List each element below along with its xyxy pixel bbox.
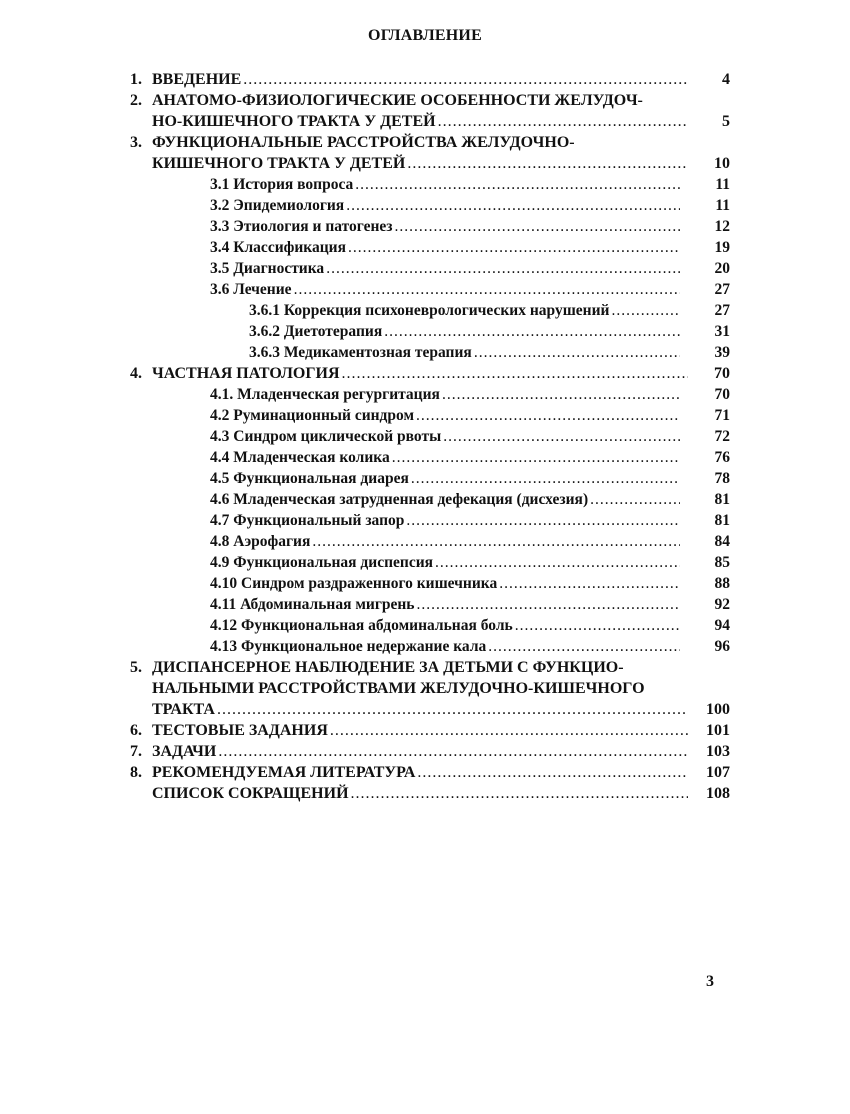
dot-leader — [217, 699, 688, 720]
toc-entry-number: 6. — [130, 722, 142, 739]
toc-entry — [130, 783, 730, 804]
toc-entry-line — [210, 384, 680, 405]
toc-entry — [130, 573, 730, 594]
toc-entry — [130, 636, 730, 657]
toc-entry-line — [210, 531, 680, 552]
toc-entry-line — [210, 636, 680, 657]
toc-entry-page: 70 — [714, 365, 730, 382]
toc-entry-page: 94 — [714, 617, 730, 634]
dot-leader — [474, 342, 680, 363]
toc-entry-line — [152, 363, 688, 384]
toc-entry-text — [210, 258, 680, 279]
toc-entry-title: ТЕСТОВЫЕ ЗАДАНИЯ — [152, 722, 328, 739]
dot-leader — [407, 153, 688, 174]
toc-entry — [130, 384, 730, 405]
toc-entry-text — [210, 216, 680, 237]
dot-leader — [384, 321, 680, 342]
toc-entry — [130, 657, 730, 720]
dot-leader — [417, 762, 688, 783]
toc-entry-line — [152, 783, 688, 804]
dot-leader — [515, 615, 680, 636]
toc-entry-title: РЕКОМЕНДУЕМАЯ ЛИТЕРАТУРА — [152, 764, 416, 781]
toc-entry-page: 103 — [706, 743, 730, 760]
dot-leader — [416, 405, 680, 426]
toc-entry-text — [210, 636, 680, 657]
toc-entry-title: 3.6.1 Коррекция психоневрологических нарушений — [249, 302, 610, 319]
dot-leader — [411, 468, 680, 489]
toc-entry-line — [249, 342, 680, 363]
toc-entry-line — [249, 300, 680, 321]
toc-entry-title: 3.6.3 Медикаментозная терапия — [249, 344, 472, 361]
dot-leader — [442, 384, 680, 405]
toc-entry-text — [210, 426, 680, 447]
toc-entry-text — [249, 342, 680, 363]
toc-entry — [130, 363, 730, 384]
dot-leader — [218, 741, 688, 762]
toc-entry-text — [249, 300, 680, 321]
toc-entry — [130, 195, 730, 216]
toc-entry-text — [210, 384, 680, 405]
dot-leader — [346, 195, 680, 216]
toc-entry-text — [210, 531, 680, 552]
toc-entry — [130, 720, 730, 741]
toc-entry-text — [152, 762, 688, 783]
toc-entry-line — [152, 153, 688, 174]
toc-entry-page: 31 — [714, 323, 730, 340]
toc-entry-title: 3.5 Диагностика — [210, 260, 325, 277]
toc-entry-title: ТРАКТА — [152, 701, 215, 718]
toc-entry — [130, 405, 730, 426]
toc-entry — [130, 90, 730, 132]
dot-leader — [406, 510, 680, 531]
toc-entry-page: 5 — [722, 113, 730, 130]
toc-entry — [130, 321, 730, 342]
toc-entry-title: ЗАДАЧИ — [152, 743, 217, 760]
toc-entry-text — [210, 573, 680, 594]
toc-entry-line — [210, 258, 680, 279]
toc-entry-title: 4.1. Младенческая регургитация — [210, 386, 440, 403]
table-of-contents — [130, 69, 730, 804]
toc-entry-line — [210, 426, 680, 447]
toc-entry-title: ДИСПАНСЕРНОЕ НАБЛЮДЕНИЕ ЗА ДЕТЬМИ С ФУНКЦИО- — [152, 659, 624, 676]
toc-entry-title: 4.3 Синдром циклической рвоты — [210, 428, 442, 445]
dot-leader — [294, 279, 680, 300]
toc-entry — [130, 69, 730, 90]
toc-entry-page: 108 — [706, 785, 730, 802]
toc-entry-line — [152, 699, 688, 720]
toc-entry-number: 1. — [130, 71, 142, 88]
toc-entry-number: 8. — [130, 764, 142, 781]
toc-entry-line — [152, 111, 688, 132]
toc-entry-line — [210, 237, 680, 258]
toc-entry-page: 71 — [714, 407, 730, 424]
toc-entry-page: 4 — [722, 71, 730, 88]
toc-entry-title: 3.1 История вопроса — [210, 176, 354, 193]
toc-entry-title: ЧАСТНАЯ ПАТОЛОГИЯ — [152, 365, 340, 382]
toc-entry-title: 4.6 Младенческая затрудненная дефекация (дисхезия) — [210, 491, 589, 508]
toc-entry-title: 4.10 Синдром раздраженного кишечника — [210, 575, 498, 592]
toc-entry-text — [210, 489, 680, 510]
toc-entry — [130, 447, 730, 468]
toc-entry-text — [210, 447, 680, 468]
toc-entry-page: 92 — [714, 596, 730, 613]
dot-leader — [348, 237, 680, 258]
toc-entry-line — [210, 195, 680, 216]
toc-entry-page: 72 — [714, 428, 730, 445]
toc-entry-page: 96 — [714, 638, 730, 655]
toc-entry-title: НО-КИШЕЧНОГО ТРАКТА У ДЕТЕЙ — [152, 113, 436, 130]
toc-entry-page: 76 — [714, 449, 730, 466]
toc-entry-line — [249, 321, 680, 342]
toc-entry-line — [152, 762, 688, 783]
toc-entry — [130, 258, 730, 279]
toc-entry-line — [210, 594, 680, 615]
toc-entry-page: 101 — [706, 722, 730, 739]
toc-entry — [130, 468, 730, 489]
toc-entry-number: 3. — [130, 134, 142, 151]
toc-entry-line — [210, 468, 680, 489]
toc-entry-text — [210, 510, 680, 531]
toc-entry-page: 88 — [714, 575, 730, 592]
dot-leader — [351, 783, 688, 804]
toc-entry-text — [152, 783, 688, 804]
toc-entry — [130, 552, 730, 573]
toc-entry-text — [210, 405, 680, 426]
toc-entry — [130, 174, 730, 195]
page-number: 3 — [706, 973, 714, 990]
toc-entry-text — [249, 321, 680, 342]
dot-leader — [392, 447, 680, 468]
page-title: ОГЛАВЛЕНИЕ — [368, 27, 482, 44]
toc-entry-page: 70 — [714, 386, 730, 403]
toc-entry — [130, 615, 730, 636]
toc-entry — [130, 594, 730, 615]
toc-entry-page: 27 — [714, 302, 730, 319]
toc-entry-page: 81 — [714, 491, 730, 508]
toc-entry-title: КИШЕЧНОГО ТРАКТА У ДЕТЕЙ — [152, 155, 406, 172]
dot-leader — [243, 69, 688, 90]
toc-entry — [130, 531, 730, 552]
toc-entry-title: 4.2 Руминационный синдром — [210, 407, 415, 424]
toc-entry-line — [152, 132, 688, 153]
toc-entry-title: 4.13 Функциональное недержание кала — [210, 638, 487, 655]
toc-entry-page: 11 — [715, 197, 730, 214]
dot-leader — [590, 489, 680, 510]
dot-leader — [395, 216, 680, 237]
dot-leader — [488, 636, 680, 657]
dot-leader — [435, 552, 680, 573]
dot-leader — [312, 531, 680, 552]
toc-entry-title: 4.12 Функциональная абдоминальная боль — [210, 617, 513, 634]
toc-entry-page: 10 — [714, 155, 730, 172]
toc-entry-text — [152, 720, 688, 741]
toc-entry-page: 85 — [714, 554, 730, 571]
toc-entry-title: 4.4 Младенческая колика — [210, 449, 390, 466]
toc-entry-page: 84 — [714, 533, 730, 550]
dot-leader — [326, 258, 680, 279]
toc-entry-text — [152, 657, 688, 720]
toc-entry — [130, 279, 730, 300]
toc-entry-title: СПИСОК СОКРАЩЕНИЙ — [152, 785, 349, 802]
toc-entry-line — [210, 279, 680, 300]
dot-leader — [443, 426, 680, 447]
toc-entry-line — [152, 741, 688, 762]
dot-leader — [330, 720, 688, 741]
toc-entry-text — [210, 237, 680, 258]
toc-entry-page: 19 — [714, 239, 730, 256]
toc-entry-text — [152, 132, 688, 174]
toc-entry-text — [210, 195, 680, 216]
toc-entry-title: ВВЕДЕНИЕ — [152, 71, 242, 88]
toc-entry-text — [210, 468, 680, 489]
toc-entry-text — [210, 279, 680, 300]
toc-entry — [130, 132, 730, 174]
toc-entry-title: 3.6 Лечение — [210, 281, 292, 298]
toc-entry-line — [152, 657, 688, 678]
toc-entry-line — [210, 615, 680, 636]
toc-entry-line — [152, 69, 688, 90]
toc-entry-line — [210, 573, 680, 594]
toc-entry-line — [210, 510, 680, 531]
toc-entry-line — [152, 90, 688, 111]
toc-entry-page: 78 — [714, 470, 730, 487]
toc-entry-title: 3.6.2 Диетотерапия — [249, 323, 383, 340]
toc-entry-page: 12 — [714, 218, 730, 235]
toc-entry — [130, 510, 730, 531]
toc-entry-page: 39 — [714, 344, 730, 361]
dot-leader — [499, 573, 680, 594]
toc-entry-page: 81 — [714, 512, 730, 529]
toc-entry-text — [210, 594, 680, 615]
toc-entry-title: 4.11 Абдоминальная мигрень — [210, 596, 415, 613]
toc-entry-title: 3.2 Эпидемиология — [210, 197, 345, 214]
toc-entry-number: 2. — [130, 92, 142, 109]
toc-entry-text — [152, 90, 688, 132]
toc-entry — [130, 762, 730, 783]
dot-leader — [417, 594, 680, 615]
toc-entry-title: 4.9 Функциональная диспепсия — [210, 554, 434, 571]
toc-entry-title: 3.3 Этиология и патогенез — [210, 218, 393, 235]
toc-entry-number: 4. — [130, 365, 142, 382]
toc-entry-page: 27 — [714, 281, 730, 298]
toc-entry-title: АНАТОМО-ФИЗИОЛОГИЧЕСКИЕ ОСОБЕННОСТИ ЖЕЛУДОЧ- — [152, 92, 643, 109]
toc-entry-line — [210, 174, 680, 195]
dot-leader — [355, 174, 680, 195]
dot-leader — [611, 300, 680, 321]
toc-entry-text — [210, 174, 680, 195]
toc-entry-line — [210, 552, 680, 573]
toc-entry-number: 5. — [130, 659, 142, 676]
toc-entry — [130, 237, 730, 258]
toc-entry — [130, 489, 730, 510]
toc-entry-page: 100 — [706, 701, 730, 718]
toc-entry — [130, 342, 730, 363]
toc-entry — [130, 741, 730, 762]
toc-entry-title: 4.7 Функциональный запор — [210, 512, 405, 529]
toc-entry-title: 4.8 Аэрофагия — [210, 533, 311, 550]
toc-entry-line — [210, 405, 680, 426]
toc-entry — [130, 300, 730, 321]
toc-entry-title: 4.5 Функциональная диарея — [210, 470, 409, 487]
toc-entry-line — [152, 678, 688, 699]
toc-entry-page: 11 — [715, 176, 730, 193]
toc-entry-line — [210, 447, 680, 468]
toc-entry-page: 20 — [714, 260, 730, 277]
toc-entry-text — [210, 552, 680, 573]
toc-entry-text — [152, 69, 688, 90]
toc-entry-page: 107 — [706, 764, 730, 781]
toc-entry-line — [210, 216, 680, 237]
toc-entry-title: ФУНКЦИОНАЛЬНЫЕ РАССТРОЙСТВА ЖЕЛУДОЧНО- — [152, 134, 575, 151]
toc-entry-number: 7. — [130, 743, 142, 760]
toc-entry — [130, 216, 730, 237]
toc-entry-text — [152, 363, 688, 384]
toc-entry-text — [152, 741, 688, 762]
toc-entry-text — [210, 615, 680, 636]
toc-entry-title: НАЛЬНЫМИ РАССТРОЙСТВАМИ ЖЕЛУДОЧНО-КИШЕЧНОГО — [152, 680, 645, 697]
toc-entry-title: 3.4 Классификация — [210, 239, 346, 256]
dot-leader — [438, 111, 688, 132]
toc-entry — [130, 426, 730, 447]
toc-entry-line — [152, 720, 688, 741]
dot-leader — [342, 363, 688, 384]
toc-entry-line — [210, 489, 680, 510]
